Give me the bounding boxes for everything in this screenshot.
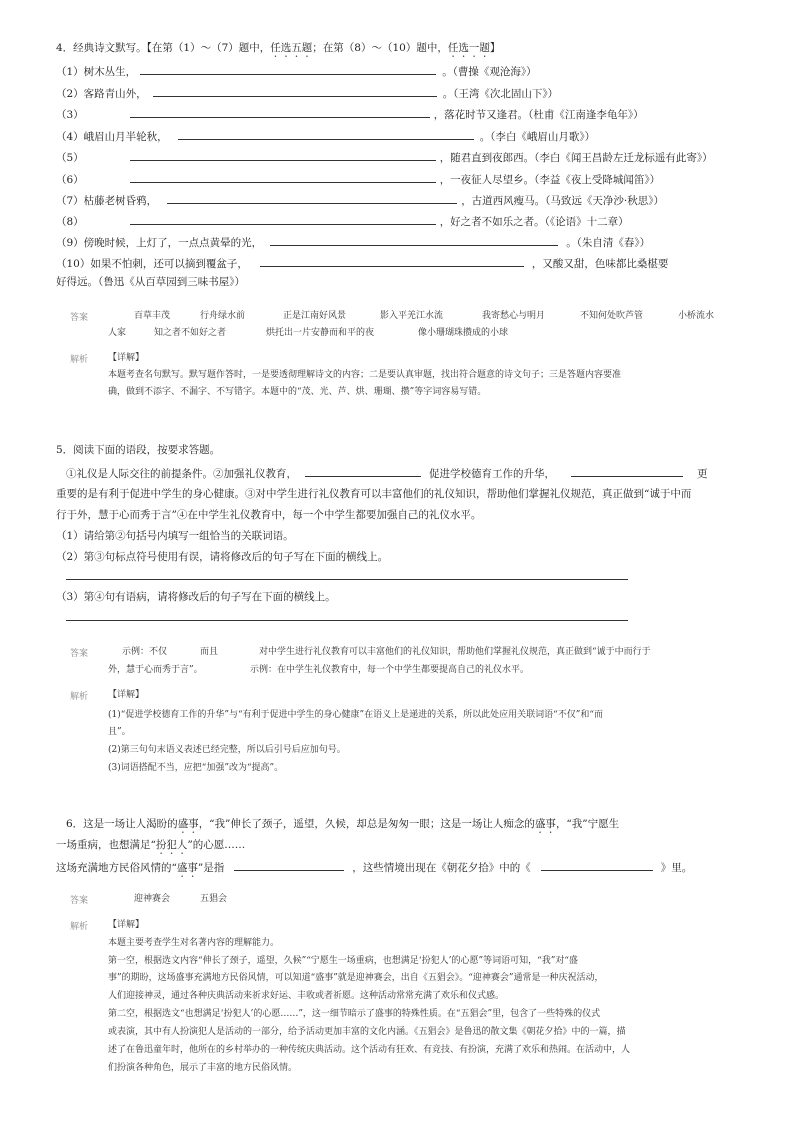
answer-text: 五猖会 [200,894,228,904]
analysis-text: 本题考查名句默写。默写题作答时，一是要透彻理解诗文的内容；二是要认真审题，找出符合题意的诗文句子；三是答题内容要准 [108,370,622,380]
answer-text: 示例：不仅 [122,647,168,657]
answer-8: 知之者不如好之者 [154,328,227,338]
q5-sub-1: （1）请给第②句括号内填写一组恰当的关联词语。 [56,530,294,542]
blank[interactable] [130,149,436,161]
answer-text: 迎神赛会 [134,894,171,904]
analysis-label: 解析 [70,355,89,365]
answer-label: 答案 [70,649,89,659]
answer-label: 答案 [70,313,89,323]
blank[interactable] [260,255,524,267]
answer-3: 正是江南好风景 [283,311,347,321]
analysis-text: 事”的期盼，这场盛事充满地方民俗风情，可以知道“盛事”就是迎神赛会，出自《五猖会》。“迎神赛会”通常是一种庆祝活动， [108,973,604,983]
answer-4: 影入平羌江水流 [380,311,444,321]
answer-label: 答案 [70,896,89,906]
analysis-text: 或表演，其中有人扮演犯人是活动的一部分，给予活动更加丰富的文化内涵。《五猖会》是鲁迅的散文集《朝花夕拾》中的一篇，描 [108,1027,626,1037]
answer-6: 不知何处吹芦管 [580,311,644,321]
q4-line-10: （10）如果不怕刺，还可以摘到覆盆子， ，又酸又甜，色味都比桑椹要 [56,255,668,271]
blank[interactable] [167,192,457,204]
blank[interactable] [571,465,683,477]
q5-passage: 行于外，慧于心而秀于言”④在中学生礼仪教育中，每一个中学生都要加强自己的礼仪水平。 [56,509,482,521]
analysis-label: 解析 [70,922,89,932]
answer-line[interactable] [66,620,628,621]
detail-heading: 【详解】 [108,920,145,930]
q5-passage: ①礼仪是人际交往的前提条件。②加强礼仪教育， 促进学校德育工作的升华， 更 [66,465,708,481]
blank[interactable] [130,213,436,225]
answer-line[interactable] [66,579,628,580]
q6-line-3: 这场充满地方民俗风情的“盛事”是指 ，这些情境出现在《朝花夕拾》中的《 》里。 [56,859,692,880]
blank[interactable] [130,171,436,183]
q4-line-2: （2）客路青山外， 。（王湾《次北固山下》） [56,85,558,101]
analysis-text: (1)“促进学校德育工作的升华”与“有利于促进中学生的身心健康”在语义上是递进的关系，所以此处应用关联词语“不仅”和“而 [108,710,603,720]
answer-10: 像小珊瑚珠攒成的小球 [418,328,509,338]
analysis-label: 解析 [70,692,89,702]
detail-heading: 【详解】 [108,690,145,700]
answer-7b: 人家 [108,328,127,338]
q4-line-5: （5） ，随君直到夜郎西。（李白《闻王昌龄左迁龙标遥有此寄》） [56,149,713,165]
analysis-text: 本题主要考查学生对名著内容的理解能力。 [108,938,280,948]
blank[interactable] [130,106,430,118]
answer-text: 外，慧于心而秀于言”。 [108,665,203,675]
detail-heading: 【详解】 [108,353,145,363]
answer-text: 而且 [200,647,219,657]
answer-text: 对中学生进行礼仪教育可以丰富他们的礼仪知识，帮助他们掌握礼仪规范，真正做到“诚于中而行于 [259,647,651,657]
q4-line-8: （8） ，好之者不如乐之者。（《论语》十二章） [56,213,629,229]
q4-line-1: （1）树木丛生， 。（曹操《观沧海》） [56,63,537,79]
answer-2: 行舟绿水前 [200,311,246,321]
analysis-text: 确，做到不添字、不漏字、不写错字。本题中的“茂、光、芦、烘、珊瑚、攒”等字词容易写错。 [108,387,487,397]
q6-line-2: 一场重病，也想满足“扮犯人”的心愿…… [56,839,246,851]
analysis-text: 们扮演各种角色，展示了丰富的地方民俗风情。 [108,1063,298,1073]
q4-line-9: （9）傍晚时候，上灯了，一点点黄晕的光， 。（朱自清《春》） [56,234,650,250]
q5-title: 5．阅读下面的语段，按要求答题。 [56,444,221,456]
blank[interactable] [234,859,344,871]
analysis-text: (2)第三句句末语义表述已经完整，所以后引号后应加句号。 [108,745,346,755]
blank[interactable] [140,63,436,75]
analysis-text: 第二空，根据选文“也想满足‘扮犯人’的心愿……”，这一细节暗示了盛事的特殊性质。在“五猖会”里，包含了一些特殊的仪式 [108,1009,601,1019]
answer-5: 我寄愁心与明月 [482,311,546,321]
q5-sub-2: （2）第③句标点符号使用有误，请将修改后的句子写在下面的横线上。 [56,551,389,563]
blank[interactable] [305,465,421,477]
analysis-text: 第一空，根据选文内容“伸长了颈子，遥望，久候”“宁愿生一场重病，也想满足‘扮犯人’的心愿”等词语可知，“我”对“盛 [108,956,578,966]
answer-1: 百草丰茂 [134,311,171,321]
analysis-text: 且”。 [108,727,131,737]
analysis-text: 述了在鲁迅童年时，他所在的乡村举办的一种传统庆典活动。这个活动有狂欢、有竞技、有扮演，充满了欢乐和热闹。在活动中，人 [108,1045,631,1055]
blank[interactable] [541,859,653,871]
blank[interactable] [270,234,558,246]
q4-line-10-cont: 好得远。（鲁迅《从百草园到三味书屋》） [56,276,245,288]
analysis-text: 人们迎接神灵，通过各种庆典活动来祈求好运、丰收或者祈愿。这种活动常常充满了欢乐和仪式感。 [108,991,505,1001]
q4-line-6: （6） ，一夜征人尽望乡。（李益《夜上受降城闻笛》） [56,171,660,187]
blank[interactable] [178,128,474,140]
q5-sub-3: （3）第④句有语病，请将修改后的句子写在下面的横线上。 [56,591,336,603]
q6-line-1: 6．这是一场让人渴盼的盛事，“我”伸长了颈子，遥望，久候，却总是匆匆一眼；这是一场让人痴念的盛事，“我”宁愿生 [66,818,620,830]
q4-line-7: （7）枯藤老树昏鸦， ，古道西风瘦马。（马致远《天净沙·秋思》） [56,192,664,208]
q4-line-4: （4）峨眉山月半轮秋， 。（李白《峨眉山月歌》） [56,128,595,144]
blank[interactable] [153,85,437,97]
analysis-text: (3)词语搭配不当，应把“加强”改为“提高”。 [108,763,284,773]
q5-passage: 重要的是有利于促进中学生的身心健康。③对中学生进行礼仪教育可以丰富他们的礼仪知识，帮助他们掌握礼仪规范，真正做到“诚于中而 [56,488,692,500]
answer-text: 示例：在中学生礼仪教育中，每一个中学生都要提高自己的礼仪水平。 [250,665,530,675]
answer-9: 烘托出一片安静而和平的夜 [266,328,375,338]
answer-7: 小桥流水 [678,311,715,321]
q4-line-3: （3） ，落花时节又逢君。（杜甫《江南逢李龟年》） [56,106,644,122]
q4-title: 4．经典诗文默写。【在第（1）～（7）题中，任选五题；在第（8）～（10）题中，任选一题】 [56,42,501,54]
